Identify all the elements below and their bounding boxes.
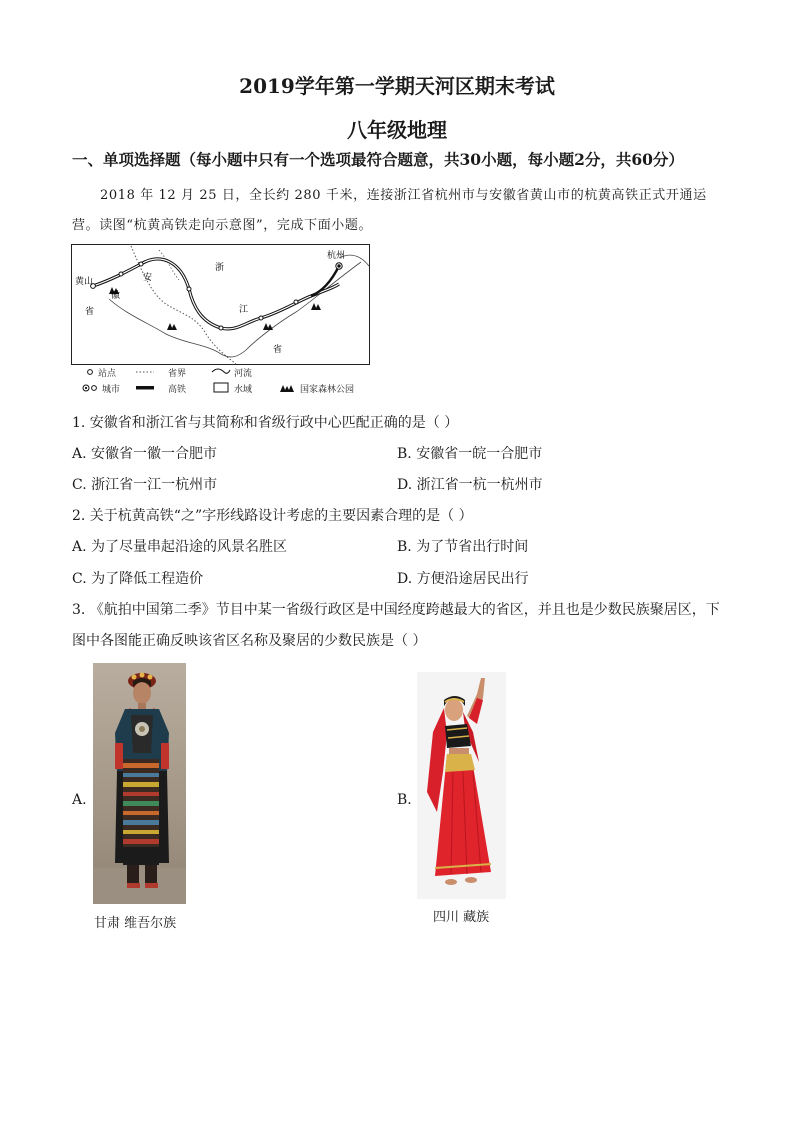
question-1-stem: 1. 安徽省和浙江省与其简称和省级行政中心匹配正确的是（ ） (72, 415, 459, 431)
intro-line-2: 营。读图“杭黄高铁走向示意图”，完成下面小题。 (72, 218, 373, 233)
q1-option-d[interactable]: D. 浙江省一杭一杭州市 (397, 477, 543, 493)
legend-park-icon (280, 385, 294, 392)
q3-option-a-photo[interactable] (93, 663, 186, 904)
label-jiang: 江 (239, 305, 249, 315)
question-3-stem-line-1: 3. 《航拍中国第二季》节目中某一省级行政区是中国经度跨越最大的省区，并且也是少数民族聚居区，下 (72, 602, 720, 618)
label-huangshan: 黄山 (75, 277, 94, 287)
question-3-stem-line-2: 图中各图能正确反映该省区名称及聚居的少数民族是（ ） (72, 633, 427, 649)
legend-river: 河流 (234, 369, 253, 379)
legend-railway-icon (136, 386, 154, 390)
q3-option-b-caption: 四川 藏族 (433, 910, 490, 925)
intro-line-1: 2018 年 12 月 25 日，全长约 280 千米，连接浙江省杭州市与安徽省黄山市的杭黄高铁正式开通运 (100, 188, 707, 203)
station (119, 272, 123, 276)
label-hangzhou: 杭州 (327, 251, 346, 261)
q3-option-a-caption: 甘肃 维吾尔族 (94, 916, 177, 931)
q3-option-b-letter[interactable]: B. (397, 792, 412, 808)
page-subtitle: 八年级地理 (347, 118, 447, 142)
q1-option-b[interactable]: B. 安徽省一皖一合肥市 (397, 446, 543, 462)
station (139, 262, 143, 266)
legend-boundary: 省界 (168, 369, 187, 379)
legend-station: 站点 (98, 369, 117, 379)
q3-option-b-photo[interactable] (417, 672, 506, 899)
railway-map (71, 244, 371, 366)
label-sheng-right: 省 (273, 345, 283, 355)
label-zhe: 浙 (215, 263, 225, 273)
city-hangzhou-dot (338, 265, 340, 267)
legend-park: 国家森林公园 (300, 385, 355, 395)
legend-water: 水域 (234, 385, 253, 395)
legend-river-icon (212, 369, 230, 373)
section-heading: 一、单项选择题（每小题中只有一个选项最符合题意，共30小题，每小题2分，共60分） (72, 150, 684, 169)
label-an: 安 (143, 273, 153, 283)
q1-option-a[interactable]: A. 安徽省一徽一合肥市 (72, 446, 218, 462)
legend-station-icon (88, 370, 93, 375)
station (294, 300, 298, 304)
q2-option-d[interactable]: D. 方便沿途居民出行 (397, 571, 529, 587)
q2-option-a[interactable]: A. 为了尽量串起沿途的风景名胜区 (72, 539, 288, 555)
station (219, 326, 223, 330)
q2-option-c[interactable]: C. 为了降低工程造价 (72, 571, 204, 587)
legend-water-icon (214, 383, 228, 392)
question-2-stem: 2. 关于杭黄高铁“之”字形线路设计考虑的主要因素合理的是（ ） (72, 508, 473, 524)
label-hui: 徽 (111, 291, 121, 301)
q3-option-a-letter[interactable]: A. (72, 792, 87, 808)
station (259, 316, 263, 320)
map-legend (78, 364, 378, 400)
page-title: 2019学年第一学期天河区期末考试 (239, 74, 555, 98)
label-sheng-left: 省 (85, 307, 95, 317)
legend-city: 城市 (102, 385, 121, 395)
q2-option-b[interactable]: B. 为了节省出行时间 (397, 539, 529, 555)
q1-option-c[interactable]: C. 浙江省一江一杭州市 (72, 477, 218, 493)
station (187, 287, 191, 291)
legend-railway: 高铁 (168, 385, 187, 395)
